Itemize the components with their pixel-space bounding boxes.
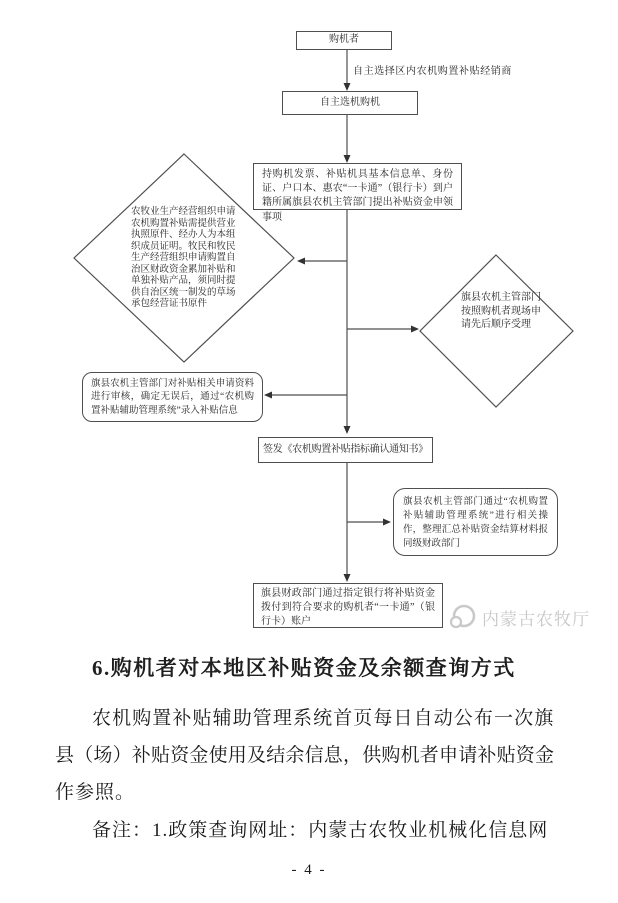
section-heading: 6.购机者对本地区补贴资金及余额查询方式 [92,656,516,680]
flowchart-node-settlement-report: 旗县农机主管部门通过“农机购置补贴辅助管理系统”进行相关操作，整理汇总补贴资金结算材料报同级财政部门 [393,488,558,556]
flowchart-edge-label-dealer: 自主选择区内农机购置补贴经销商 [353,66,512,77]
arrowhead-right-icon [383,519,391,526]
arrowhead-left-icon [297,258,305,265]
paragraph-line-2: 县（场）补贴资金使用及结余信息，供购机者申请补贴资金 [55,745,555,766]
flowchart-diamond-acceptance-order: 旗县农机主管部门按照购机者现场申请先后顺序受理 [461,292,541,331]
arrowhead-down-icon [344,426,351,434]
flowchart-node-issue-notice: 签发《农机购置补贴指标确认通知书》 [258,437,433,463]
watermark-text: 内蒙古农牧厅 [482,609,590,629]
page-number: - 4 - [291,862,327,878]
arrowhead-down-icon [344,83,351,91]
flowchart-node-review-entry: 旗县农机主管部门对补贴相关申请资料进行审核，确定无误后，通过“农机购置补贴辅助管理系统”录入补贴信息 [82,372,263,422]
paragraph-line-3: 作参照。 [55,782,136,803]
arrowhead-right-icon [411,326,419,333]
wechat-account-logo-icon [449,604,477,630]
arrowhead-left-icon [264,392,272,399]
note-line: 备注：1.政策查询网址：内蒙古农牧业机械化信息网 [92,820,549,841]
flowchart-diamond-org-requirements: 农牧业生产经营组织申请农机购置补贴需提供营业执照原件、经办人为本组织成员证明。牧民和牧民生产经营组织申请购置自治区财政资金累加补贴和单独补贴产品，须同时提供自治区统一制发的草场承包经营证书原件 [131,207,236,309]
flowchart-node-buyer: 购机者 [296,31,392,50]
flowchart-node-payment: 旗县财政部门通过指定银行将补贴资金拨付到符合要求的购机者“一卡通”（银行卡）账户 [253,583,443,628]
arrowhead-down-icon [344,155,351,163]
watermark [449,604,590,630]
arrowhead-down-icon [344,574,351,582]
flowchart-node-apply-subsidy: 持购机发票、补贴机具基本信息单、身份证、户口本、惠农“一卡通”（银行卡）到户籍所属旗县农机主管部门提出补贴资金申领事项 [253,163,462,210]
flowchart-node-select-machine: 自主选机购机 [282,91,418,115]
paragraph-line-1: 农机购置补贴辅助管理系统首页每日自动公布一次旗 [92,708,555,729]
